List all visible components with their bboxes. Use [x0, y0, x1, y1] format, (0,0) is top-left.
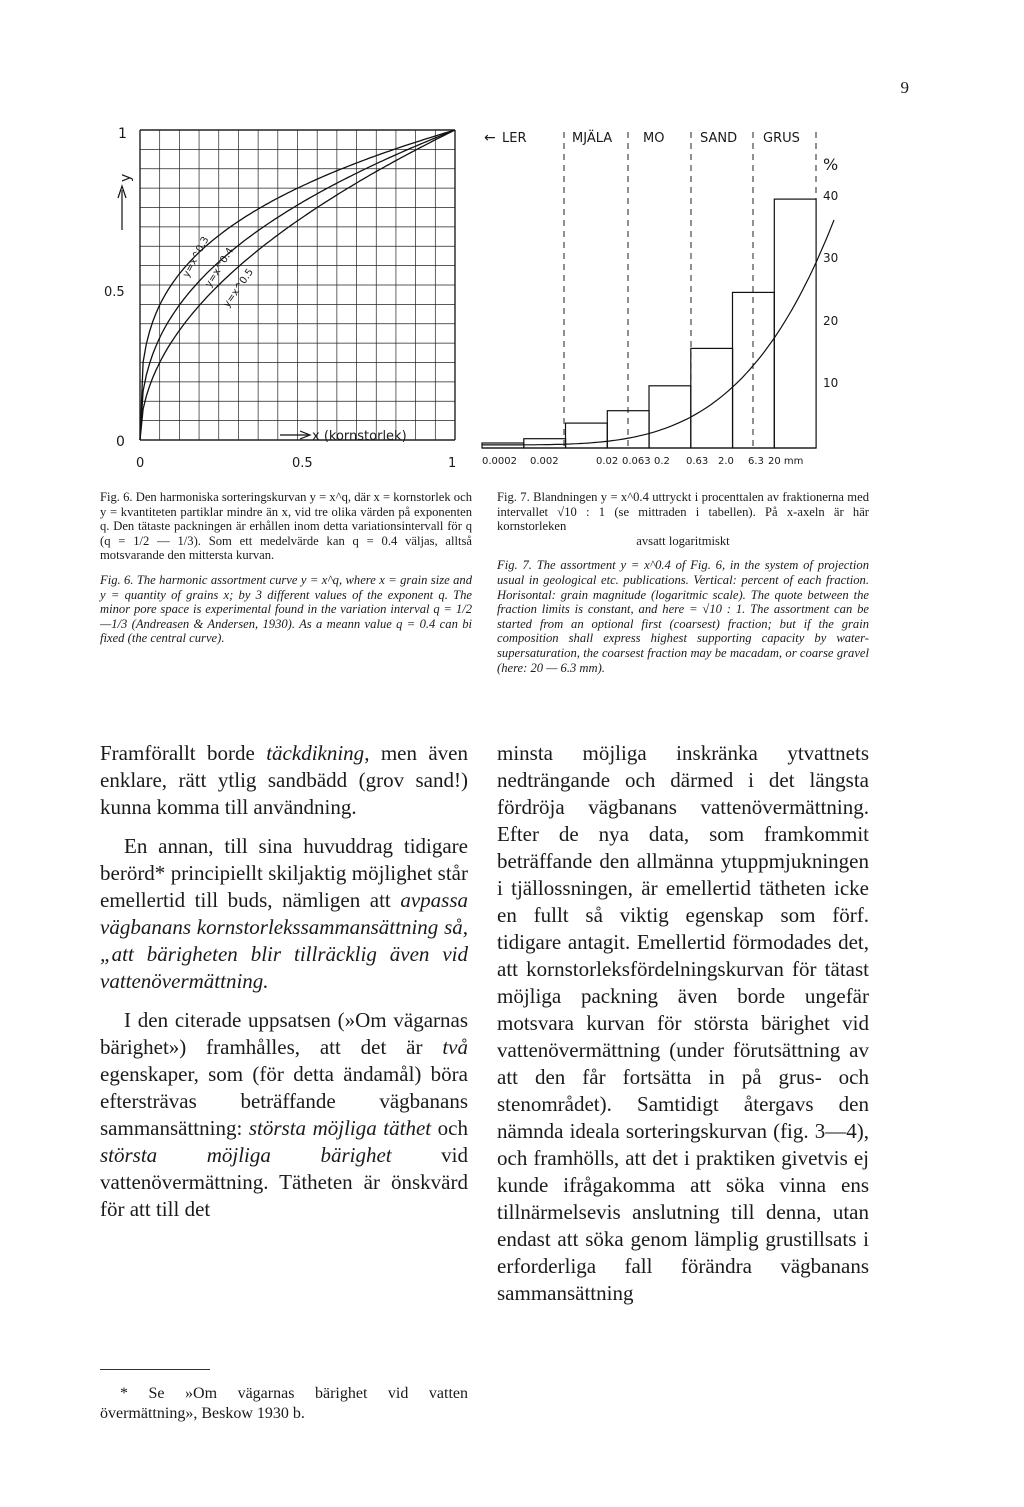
fig7-x-tick-7: 6.3: [748, 456, 764, 467]
fig7-bars: [482, 199, 816, 448]
fig6-x-axis-label: x (kornstorlek): [312, 429, 407, 444]
fig7-y-tick-30: 30: [823, 251, 839, 265]
fig7-caption: [497, 490, 869, 685]
fig6-curve-label-3: y=x^0.5: [221, 266, 256, 310]
page-number: 9: [900, 78, 909, 97]
fig7-bar-8: [774, 199, 816, 448]
fig7-curve: [482, 220, 834, 445]
fig6-x-right-label: 1: [448, 456, 457, 471]
fig7-caption-swedish: Fig. 7. Blandningen y = x^0.4 uttryckt i procenttalen av fraktionerna med intervallet √10 : 1 (se mittraden i tabellen). På x-axeln är här kornstorleken: [497, 490, 869, 534]
left-paragraph-1: Framförallt borde täckdikning, men även enklare, rätt ytlig sandbädd (grov sand!) kunna komma till användning.: [100, 741, 468, 819]
fig6-caption-swedish: Fig. 6. Den harmoniska sorteringskurvan y = x^q, där x = kornstorlek och y = kvantiteten partiklar mindre än x, vid tre olika värden på exponenten q. Den tätaste packningen är erhållen inom detta variationsintervall för q (q = 1/2 — 1/3). Som ett medelvärde kan q = 0.4 väljas, alltså motsvarande den mittersta kurvan.: [100, 490, 472, 563]
fig7-x-tick-0: 0.0002: [482, 456, 517, 467]
fig7-header-arrow: ←: [484, 130, 496, 146]
fig7-zone-ler: LER: [502, 131, 527, 146]
fig7-x-tick-4: 0.2: [654, 456, 670, 467]
fig7-y-tick-10: 10: [823, 376, 839, 390]
right-paragraph: minsta möjliga inskränka ytvattnets nedträngande och därmed i det längsta fördröja vägbanans vattenövermättning. Efter de nya data, som framkommit beträffande den allmänna ytuppmjukningen i tjällossningen, är emellertid tätheten icke en fullt så viktig egenskap som förf. tidigare antagit. Emellertid förmodades det, att kornstorleksfördelningskurvan för tätast möjliga packning även borde ungefär motsvara kurvan för största bärighet vid vattenövermättning (under förutsättning av att den får fortsätta in på grus- och stenområdet). Samtidigt återgavs den nämnda ideala sorteringskurvan (fig. 3—4), och framhölls, att det i praktiken givetvis ej kunde ifrågakomma att söka vinna ens tillnärmelsevis anslutning till denna, utan endast att söka genom lämplig grustillsats i erforderliga fall förändra vägbanans sammansättning: [497, 741, 869, 1305]
left-paragraph-2: En annan, till sina huvuddrag tidigare berörd* principiellt skiljaktig möjlighet står emellertid till buds, nämligen att avpassa vägbanans kornstorlekssammansättning så, „att bärigheten blir tillräcklig även vid vattenövermättning.: [100, 834, 468, 993]
fig7-bar-7: [733, 292, 775, 448]
right-column: [497, 740, 869, 1319]
fig7-zone-mo: MO: [643, 131, 665, 146]
fig7-bar-6: [691, 348, 733, 448]
left-paragraph-3: I den citerade uppsatsen (»Om vägarnas bärighet») framhålles, att det är två egenskaper, som (för detta ändamål) böra eftersträvas beträffande vägbanans sammansättning: största möjliga täthet och största möjliga bärighet vid vattenövermättning. Tätheten är önskvärd för att till det: [100, 1008, 468, 1221]
fig6-y-mid-label: 0.5: [104, 285, 125, 300]
fig7-caption-swedish-end: avsatt logaritmiskt: [636, 533, 730, 548]
fig6-x-mid-label: 0.5: [292, 456, 313, 471]
fig7-zone-sand: SAND: [700, 131, 738, 146]
fig6-y-top-label: 1: [118, 126, 127, 142]
fig6-curve-label-1: y=x^0.3: [180, 234, 212, 280]
figure-7-chart: [478, 120, 888, 480]
fig7-x-tick-3: 0.063: [622, 456, 651, 467]
fig7-bar-2: [524, 439, 566, 448]
left-column: [100, 740, 468, 1235]
fig6-curve-label-2: y=x^0.4: [203, 246, 237, 290]
fig7-x-tick-6: 2.0: [718, 456, 734, 467]
footnote: * Se »Om vägarnas bärighet vid vatten övermättning», Beskow 1930 b.: [100, 1385, 468, 1422]
fig7-percent-sign: %: [823, 155, 839, 174]
fig7-zone-mjala: MJÄLA: [572, 131, 613, 146]
fig6-x-left-label: 0: [136, 456, 145, 471]
fig7-y-tick-40: 40: [823, 189, 839, 203]
fig7-x-tick-1: 0.002: [530, 456, 559, 467]
fig6-caption-english: Fig. 6. The harmonic assortment curve y = x^q, where x = grain size and y = quantity of grains x; by 3 different values of the exponent q. The minor pore space is experimental found in the variation interval q = 1/2—1/3 (Andreasen & Andersen, 1930). As a meann value q = 0.4 can bi fixed (the central curve).: [100, 572, 472, 646]
fig7-x-tick-5: 0.63: [686, 456, 709, 467]
fig6-caption: [100, 490, 472, 656]
fig7-zone-grus: GRUS: [763, 131, 800, 146]
fig7-caption-english: Fig. 7. The assortment y = x^0.4 of Fig. 6, in the system of projection usual in geological etc. publications. Vertical: percent of each fraction. Horisontal: grain magnitude (logaritmic scale). The quote between the fraction limits is constant, and here = √10 : 1. The assortment can be started from an optional first (coarsest) fraction; but if the grain composition shall express highest supporting capacity by water-supersaturation, the coarsest fraction may be macadam, or coarse gravel (here: 20 — 6.3 mm).: [497, 558, 869, 675]
footnote-rule: [100, 1369, 210, 1370]
fig7-x-tick-2: 0.02: [596, 456, 619, 467]
fig7-y-tick-20: 20: [823, 314, 839, 328]
figure-6-chart: [100, 120, 480, 480]
fig7-bar-5: [649, 386, 691, 448]
fig6-y-bottom-label: 0: [116, 434, 125, 450]
fig7-curve-line: [482, 220, 834, 445]
fig6-grid: [140, 130, 455, 440]
fig6-y-axis-label: y: [118, 173, 134, 182]
fig7-x-tick-8: 20 mm: [768, 456, 804, 467]
